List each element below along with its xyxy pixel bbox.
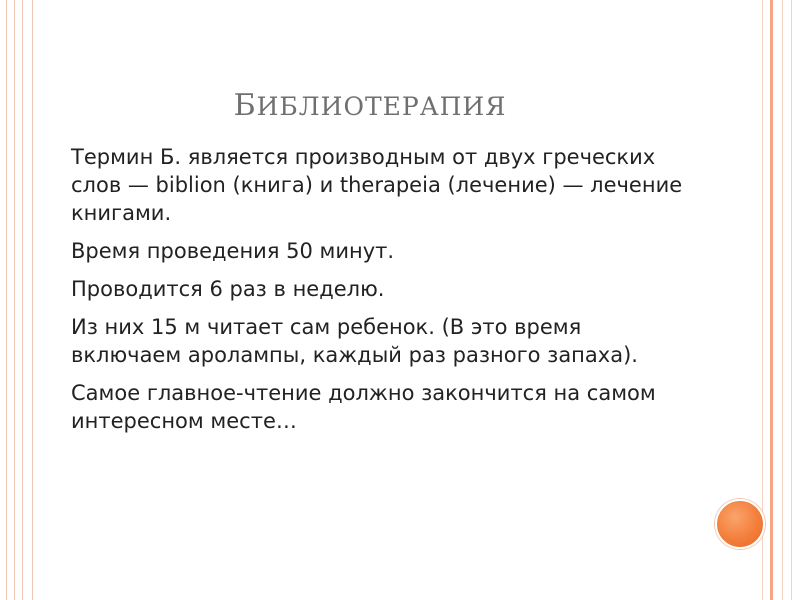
list-item-text: Время проведения 50 минут. bbox=[71, 239, 395, 263]
slide-title: БИБЛИОТЕРАПИЯ bbox=[233, 88, 507, 123]
list-item-text: Термин Б. является производным от двух греческих слов — biblion (книга) и therapeia (лечение) — лечение книгами. bbox=[71, 145, 683, 225]
left-border-line bbox=[14, 0, 15, 600]
left-decorative-border bbox=[0, 0, 33, 600]
right-border-line bbox=[770, 0, 773, 600]
list-item bbox=[44, 275, 684, 303]
right-border-line bbox=[791, 0, 792, 600]
left-border-line bbox=[6, 0, 7, 600]
list-item-text: Проводится 6 раз в неделю. bbox=[71, 277, 385, 301]
right-border-line bbox=[762, 0, 763, 600]
list-item bbox=[44, 379, 684, 435]
left-border-line bbox=[22, 0, 23, 600]
orange-circle-decoration bbox=[715, 499, 765, 549]
bullet-list bbox=[44, 143, 684, 445]
list-item-text: Из них 15 м читает сам ребенок. (В это время включаем аролампы, каждый раз разного запаха). bbox=[71, 315, 638, 367]
list-item bbox=[44, 313, 684, 369]
list-item-text: Самое главное-чтение должно закончится на самом интересном месте… bbox=[71, 381, 656, 433]
right-decorative-border bbox=[760, 0, 800, 600]
right-border-line bbox=[782, 0, 783, 600]
list-item bbox=[44, 143, 684, 227]
list-item bbox=[44, 237, 684, 265]
